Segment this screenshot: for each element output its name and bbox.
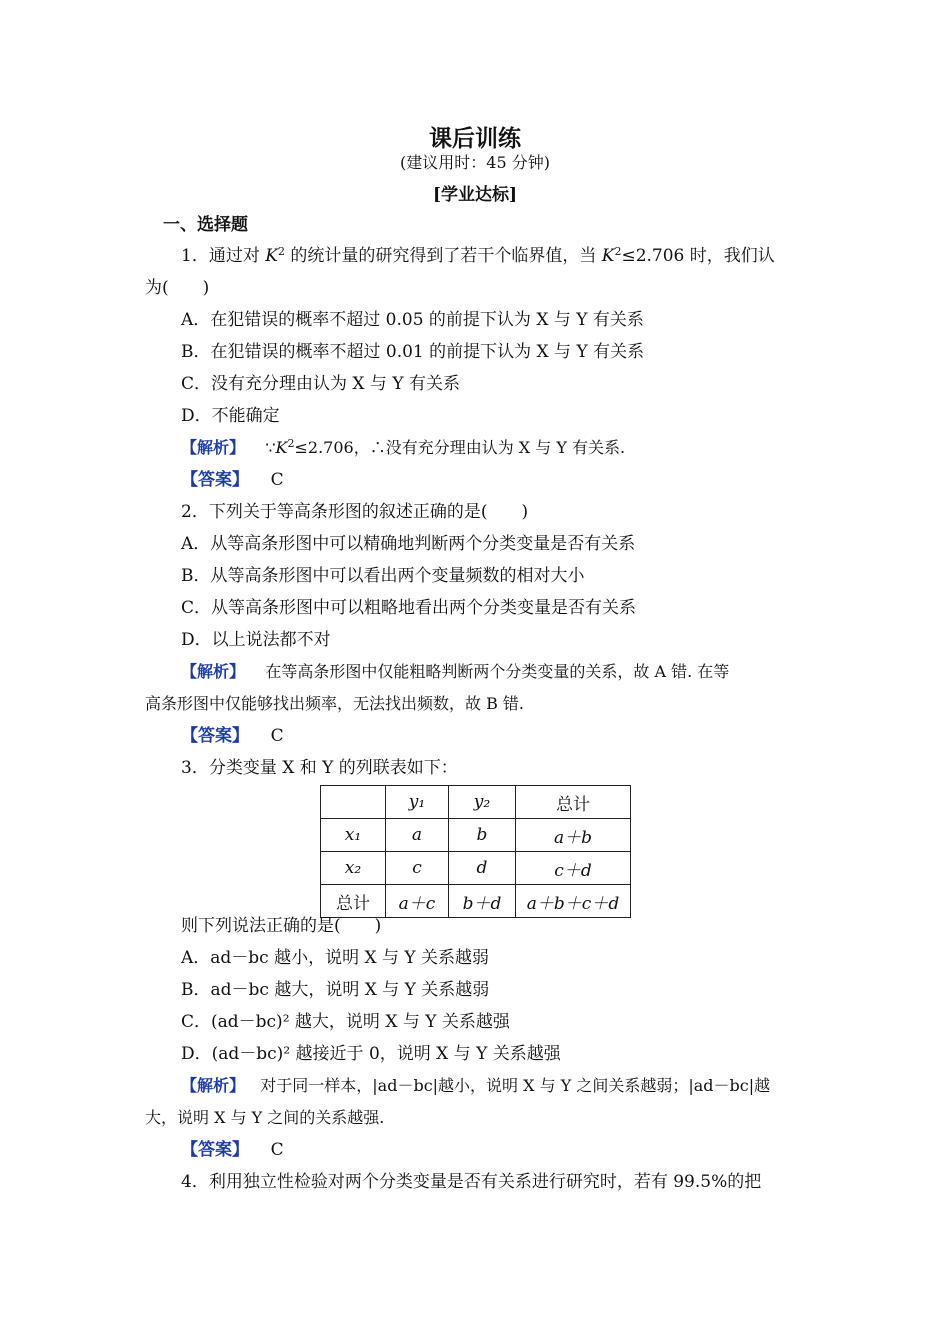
- analysis-tag: 【解析】: [181, 1076, 246, 1095]
- question-3-analysis-cont: 大，说明 X 与 Y 之间的关系越强.: [145, 1108, 385, 1127]
- answer-tag: 【答案】: [181, 470, 249, 490]
- table-row: [321, 819, 631, 852]
- question-1-option-d: D．不能确定: [181, 406, 280, 426]
- table-cell: b＋d: [449, 885, 516, 918]
- table-cell: x₁: [321, 819, 386, 852]
- question-2-analysis: 【解析】 在等高条形图中仅能粗略判断两个分类变量的关系，故 A 错. 在等: [181, 662, 730, 681]
- question-3-option-a: A．ad－bc 越小，说明 X 与 Y 关系越弱: [181, 948, 490, 968]
- table-cell: c＋d: [516, 852, 631, 885]
- section-heading: 一、选择题: [163, 215, 248, 235]
- question-2-answer: 【答案】 C: [181, 726, 284, 746]
- table-row: [321, 852, 631, 885]
- contingency-table: [320, 785, 631, 918]
- table-cell: b: [449, 819, 516, 852]
- table-cell: y₂: [449, 786, 516, 819]
- question-2-analysis-cont: 高条形图中仅能够找出频率，无法找出频数，故 B 错.: [145, 694, 525, 713]
- question-1-option-c: C．没有充分理由认为 X 与 Y 有关系: [181, 374, 460, 394]
- question-2-option-b: B．从等高条形图中可以看出两个变量频数的相对大小: [181, 566, 585, 586]
- question-3-answer: 【答案】 C: [181, 1140, 284, 1160]
- question-2-stem: 2．下列关于等高条形图的叙述正确的是( ): [181, 502, 529, 522]
- question-2-option-d: D．以上说法都不对: [181, 630, 331, 650]
- question-1-option-a: A．在犯错误的概率不超过 0.05 的前提下认为 X 与 Y 有关系: [181, 310, 644, 330]
- question-1-analysis: 【解析】 $\because K^2\le 2.706$，∴没有充分理由认为 X 与 Y 有关系.: [181, 437, 626, 457]
- table-cell: x₂: [321, 852, 386, 885]
- table-header-row: [321, 786, 631, 819]
- question-3-prompt: 则下列说法正确的是( ): [181, 916, 382, 936]
- question-1-option-b: B．在犯错误的概率不超过 0.01 的前提下认为 X 与 Y 有关系: [181, 342, 645, 362]
- suggested-time: (建议用时：45 分钟): [400, 153, 550, 172]
- table-cell: a＋c: [386, 885, 449, 918]
- table-cell: 总计: [516, 786, 631, 819]
- table-cell: y₁: [386, 786, 449, 819]
- question-1-answer: 【答案】 C: [181, 470, 284, 490]
- analysis-tag: 【解析】: [181, 438, 246, 457]
- question-3-option-c: C．(ad－bc)² 越大，说明 X 与 Y 关系越强: [181, 1012, 510, 1032]
- table-cell: [321, 786, 386, 819]
- question-3-analysis: 【解析】 对于同一样本，|ad－bc|越小，说明 X 与 Y 之间关系越弱；|ad－bc|越: [181, 1076, 771, 1095]
- question-3-option-b: B．ad－bc 越大，说明 X 与 Y 关系越弱: [181, 980, 490, 1000]
- analysis-tag: 【解析】: [181, 662, 246, 681]
- table-row: [321, 885, 631, 918]
- question-2-option-c: C．从等高条形图中可以粗略地看出两个分类变量是否有关系: [181, 598, 637, 618]
- question-2-option-a: A．从等高条形图中可以精确地判断两个分类变量是否有关系: [181, 534, 636, 554]
- question-1-stem-cont: 为( ): [145, 278, 210, 298]
- table-cell: d: [449, 852, 516, 885]
- table-cell: a: [386, 819, 449, 852]
- table-cell: a＋b: [516, 819, 631, 852]
- answer-tag: 【答案】: [181, 1140, 249, 1160]
- level-heading: [学业达标]: [432, 185, 518, 205]
- table-cell: c: [386, 852, 449, 885]
- question-4-stem: 4．利用独立性检验对两个分类变量是否有关系进行研究时，若有 99.5%的把: [181, 1172, 762, 1192]
- page-title: 课后训练: [429, 126, 521, 152]
- table-cell: a＋b＋c＋d: [516, 885, 631, 918]
- table-cell: 总计: [321, 885, 386, 918]
- answer-tag: 【答案】: [181, 726, 249, 746]
- question-1-stem: 1．通过对 $K^2$ 的统计量的研究得到了若干个临界值，当 $K^2\le 2.706$ 时，我们认: [181, 245, 775, 266]
- question-3-stem: 3．分类变量 X 和 Y 的列联表如下：: [181, 758, 458, 778]
- question-3-option-d: D．(ad－bc)² 越接近于 0，说明 X 与 Y 关系越强: [181, 1044, 561, 1064]
